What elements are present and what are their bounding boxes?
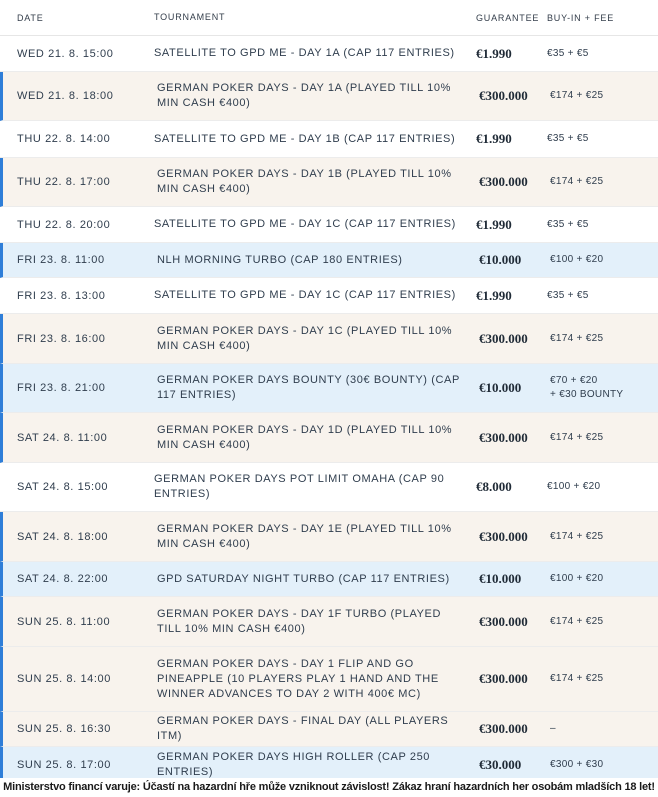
row-tournament: SATELLITE TO GPD ME - DAY 1C (CAP 117 ENTRIES) [154,218,456,230]
row-guarantee: €1.990 [476,131,512,146]
table-row[interactable] [0,712,658,747]
row-buyin-line: €174 + €25 [550,176,604,187]
table-row[interactable] [0,647,658,712]
row-date: FRI 23. 8. 13:00 [17,289,106,302]
row-tournament: GERMAN POKER DAYS - DAY 1E (PLAYED TILL 10% MIN CASH €400) [157,522,452,550]
row-buyin-line: €174 + €25 [550,530,604,542]
row-date: SAT 24. 8. 15:00 [17,481,109,493]
row-guarantee: €1.990 [476,287,512,303]
row-buyin-line: €174 + €25 [550,90,604,101]
row-date: SAT 24. 8. 11:00 [17,431,108,444]
row-tournament: SATELLITE TO GPD ME - DAY 1B (CAP 117 ENTRIES) [154,132,456,145]
row-date: SUN 25. 8. 16:30 [17,723,111,735]
row-buyin-line: €35 + €5 [547,47,589,59]
row-buyin-line: €35 + €5 [547,289,589,301]
row-tournament: GERMAN POKER DAYS - DAY 1F TURBO (PLAYED TILL 10% MIN CASH €400) [157,607,441,635]
row-buyin [547,89,658,103]
table-row[interactable] [0,562,658,597]
row-date: SUN 25. 8. 17:00 [17,758,111,771]
table-row[interactable] [0,158,658,207]
row-tournament: GERMAN POKER DAYS - DAY 1D (PLAYED TILL 10% MIN CASH €400) [157,423,453,451]
row-buyin [547,722,658,736]
row-date: SUN 25. 8. 11:00 [17,615,111,628]
row-guarantee: €300.000 [479,88,528,103]
row-tournament: GERMAN POKER DAYS - DAY 1B (PLAYED TILL 10% MIN CASH €400) [157,168,452,195]
row-guarantee: €300.000 [479,613,528,629]
table-row[interactable] [0,364,658,413]
row-buyin [547,615,658,629]
row-buyin [544,132,655,146]
table-row[interactable] [0,512,658,562]
row-date: WED 21. 8. 15:00 [17,47,114,60]
row-buyin [547,253,658,267]
row-date: WED 21. 8. 18:00 [17,90,114,102]
row-guarantee: €300.000 [479,429,528,445]
row-guarantee: €300.000 [479,528,528,544]
row-buyin-line: – [550,723,556,734]
row-buyin [547,374,658,402]
row-buyin [547,758,658,772]
row-date: THU 22. 8. 17:00 [17,176,111,188]
row-buyin-bounty: + €30 BOUNTY [550,389,624,400]
row-buyin-line: €300 + €30 [550,758,604,770]
row-buyin-line: €174 + €25 [550,332,604,344]
row-date: THU 22. 8. 14:00 [17,133,111,145]
row-tournament: SATELLITE TO GPD ME - DAY 1A (CAP 117 ENTRIES) [154,47,455,59]
row-date: SUN 25. 8. 14:00 [17,673,111,685]
table-row[interactable] [0,278,658,314]
row-tournament: SATELLITE TO GPD ME - DAY 1C (CAP 117 ENTRIES) [154,289,456,301]
row-buyin [544,480,655,494]
row-buyin-line: €35 + €5 [547,133,589,144]
row-buyin-line: €174 + €25 [550,673,604,684]
row-tournament: GERMAN POKER DAYS - FINAL DAY (ALL PLAYERS ITM) [157,715,449,742]
row-buyin [544,218,655,232]
row-tournament: GERMAN POKER DAYS - DAY 1A (PLAYED TILL 10% MIN CASH €400) [157,82,451,109]
row-buyin [544,47,655,61]
table-row[interactable] [0,314,658,364]
row-date: THU 22. 8. 20:00 [17,218,111,231]
table-row[interactable] [0,597,658,647]
row-buyin [547,530,658,544]
row-buyin [544,289,655,303]
row-date: FRI 23. 8. 11:00 [17,254,105,266]
row-guarantee: €300.000 [479,671,528,686]
row-buyin-line: €70 + €20 [550,375,598,386]
row-guarantee: €10.000 [479,380,522,395]
row-buyin-line: €100 + €20 [547,481,601,492]
row-guarantee: €1.990 [476,216,512,232]
row-tournament: GERMAN POKER DAYS POT LIMIT OMAHA (CAP 90 ENTRIES) [154,473,445,500]
row-guarantee: €10.000 [479,252,522,267]
row-buyin-line: €35 + €5 [547,218,589,230]
row-buyin [547,332,658,346]
row-buyin [547,431,658,445]
row-buyin-line: €100 + €20 [550,254,604,265]
row-tournament: GERMAN POKER DAYS - DAY 1C (PLAYED TILL 10% MIN CASH €400) [157,324,453,352]
table-row[interactable] [0,36,658,72]
row-guarantee: €1.990 [476,45,512,61]
table-row[interactable] [0,121,658,158]
table-row[interactable] [0,463,658,512]
row-buyin-line: €174 + €25 [550,431,604,443]
row-guarantee: €30.000 [479,756,522,772]
row-guarantee: €8.000 [476,479,512,494]
row-date: FRI 23. 8. 21:00 [17,382,106,394]
table-header [0,0,658,36]
header-buyin: BUY-IN + FEE [547,12,615,23]
row-guarantee: €10.000 [479,571,522,586]
row-tournament: GPD SATURDAY NIGHT TURBO (CAP 117 ENTRIES) [157,572,450,585]
header-date: DATE [17,12,44,23]
header-guarantee: GUARANTEE [476,12,540,23]
table-row[interactable] [0,243,658,278]
table-row[interactable] [0,72,658,121]
row-tournament: GERMAN POKER DAYS HIGH ROLLER (CAP 250 ENTRIES) [157,750,431,778]
row-guarantee: €300.000 [479,721,528,736]
table-row[interactable] [0,207,658,243]
row-guarantee: €300.000 [479,174,528,189]
row-tournament: GERMAN POKER DAYS - DAY 1 FLIP AND GO PINEAPPLE (10 PLAYERS PLAY 1 HAND AND THE WINNER ADVANCES TO DAY 2 WITH 400€ MC) [157,657,439,700]
gambling-warning: Ministerstvo financí varuje: Účastí na hazardní hře může vzniknout závislost! Zákaz hraní hazardních her osobám mladších 18 let! [0,778,658,797]
row-tournament: NLH MORNING TURBO (CAP 180 ENTRIES) [157,253,403,266]
row-guarantee: €300.000 [479,330,528,346]
row-buyin [547,175,658,189]
table-row[interactable] [0,413,658,463]
row-buyin-line: €174 + €25 [550,615,604,627]
header-tournament: TOURNAMENT [154,12,226,22]
row-date: SAT 24. 8. 22:00 [17,573,109,585]
row-buyin [547,672,658,686]
row-tournament: GERMAN POKER DAYS BOUNTY (30€ BOUNTY) (CAP 117 ENTRIES) [157,374,460,401]
row-buyin [547,572,658,586]
row-buyin-line: €100 + €20 [550,573,604,584]
row-date: SAT 24. 8. 18:00 [17,530,109,543]
row-date: FRI 23. 8. 16:00 [17,332,106,345]
